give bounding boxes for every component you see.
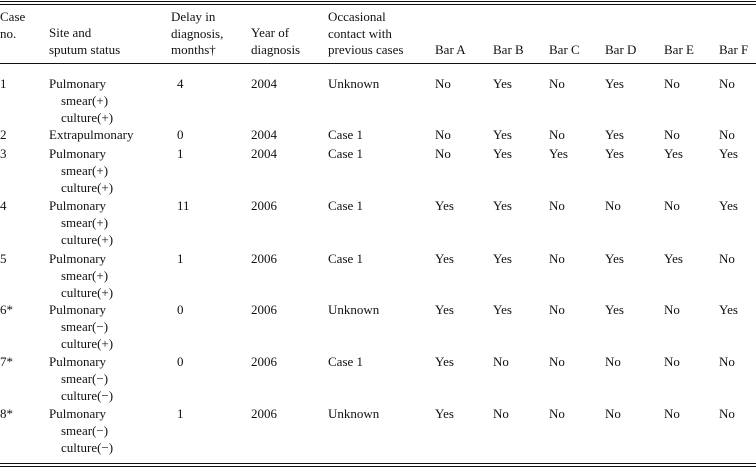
case-no: 7* — [0, 354, 13, 369]
bottom-rule-inner — [0, 466, 756, 467]
bar-d-value: No — [605, 354, 621, 369]
header-case: Case no. — [0, 9, 26, 41]
bar-d-value: Yes — [605, 146, 624, 161]
header-bar-d: Bar D — [605, 42, 637, 57]
bar-e-value: No — [664, 302, 680, 317]
contact: Case 1 — [328, 127, 364, 142]
delay-months: 1 — [177, 406, 184, 421]
site-status: Pulmonary smear(−) culture(−) — [49, 354, 114, 403]
bar-e-value: No — [664, 354, 680, 369]
bar-a-value: No — [435, 146, 451, 161]
header-bar-c: Bar C — [549, 42, 580, 57]
site-status: Pulmonary smear(−) culture(−) — [49, 406, 114, 455]
bar-a-value: No — [435, 127, 451, 142]
bar-c-value: No — [549, 76, 565, 91]
bar-c-value: No — [549, 198, 565, 213]
bar-f-value: Yes — [719, 198, 738, 213]
bar-e-value: No — [664, 127, 680, 142]
case-no: 8* — [0, 406, 13, 421]
delay-months: 0 — [177, 302, 184, 317]
bar-c-value: No — [549, 406, 565, 421]
bar-e-value: No — [664, 76, 680, 91]
bar-d-value: Yes — [605, 302, 624, 317]
case-no: 1 — [0, 76, 7, 91]
bar-f-value: No — [719, 406, 735, 421]
site-status: Pulmonary smear(+) culture(+) — [49, 146, 114, 195]
bar-a-value: Yes — [435, 302, 454, 317]
bar-f-value: No — [719, 251, 735, 266]
contact: Unknown — [328, 302, 380, 317]
case-no: 4 — [0, 198, 7, 213]
delay-months: 0 — [177, 127, 184, 142]
bar-b-value: Yes — [493, 302, 512, 317]
header-bar-a: Bar A — [435, 42, 466, 57]
contact: Unknown — [328, 76, 380, 91]
bar-a-value: No — [435, 76, 451, 91]
contact: Case 1 — [328, 146, 364, 161]
top-rule — [0, 1, 756, 2]
bar-c-value: No — [549, 251, 565, 266]
year: 2004 — [251, 146, 277, 161]
bar-c-value: No — [549, 302, 565, 317]
bar-d-value: Yes — [605, 127, 624, 142]
case-no: 6* — [0, 302, 13, 317]
delay-months: 0 — [177, 354, 184, 369]
delay-months: 1 — [177, 251, 184, 266]
year: 2006 — [251, 251, 277, 266]
bar-f-value: Yes — [719, 146, 738, 161]
bar-c-value: Yes — [549, 146, 568, 161]
bar-d-value: No — [605, 406, 621, 421]
year: 2006 — [251, 198, 277, 213]
year: 2006 — [251, 354, 277, 369]
site-status: Pulmonary smear(+) culture(+) — [49, 251, 114, 300]
bar-f-value: No — [719, 76, 735, 91]
bar-b-value: Yes — [493, 76, 512, 91]
bar-e-value: No — [664, 406, 680, 421]
header-bar-b: Bar B — [493, 42, 524, 57]
year: 2006 — [251, 406, 277, 421]
contact: Unknown — [328, 406, 380, 421]
bar-b-value: Yes — [493, 198, 512, 213]
bar-b-value: Yes — [493, 127, 512, 142]
delay-months: 1 — [177, 146, 184, 161]
bar-a-value: Yes — [435, 354, 454, 369]
header-contact: Occasional contact with previous cases — [328, 9, 404, 57]
header-delay: Delay in diagnosis, months† — [171, 9, 224, 57]
site-status: Extrapulmonary — [49, 127, 134, 142]
year: 2006 — [251, 302, 277, 317]
header-rule — [0, 63, 756, 64]
bar-e-value: No — [664, 198, 680, 213]
header-bar-f: Bar F — [719, 42, 749, 57]
year: 2004 — [251, 127, 277, 142]
bar-b-value: Yes — [493, 146, 512, 161]
header-year: Year of diagnosis — [251, 25, 301, 57]
bar-a-value: Yes — [435, 198, 454, 213]
bar-b-value: No — [493, 354, 509, 369]
top-rule-inner — [0, 4, 756, 5]
site-status: Pulmonary smear(−) culture(+) — [49, 302, 114, 351]
bar-b-value: Yes — [493, 251, 512, 266]
header-site: Site and sputum status — [49, 25, 121, 57]
delay-months: 11 — [177, 198, 190, 213]
contact: Case 1 — [328, 251, 364, 266]
contact: Case 1 — [328, 198, 364, 213]
bar-a-value: Yes — [435, 406, 454, 421]
delay-months: 4 — [177, 76, 184, 91]
site-status: Pulmonary smear(+) culture(+) — [49, 76, 114, 125]
year: 2004 — [251, 76, 277, 91]
bar-c-value: No — [549, 354, 565, 369]
bar-f-value: No — [719, 127, 735, 142]
bar-e-value: Yes — [664, 146, 683, 161]
bottom-rule — [0, 463, 756, 464]
case-no: 3 — [0, 146, 7, 161]
contact: Case 1 — [328, 354, 364, 369]
bar-a-value: Yes — [435, 251, 454, 266]
site-status: Pulmonary smear(+) culture(+) — [49, 198, 114, 247]
case-no: 5 — [0, 251, 7, 266]
header-bar-e: Bar E — [664, 42, 694, 57]
bar-f-value: No — [719, 354, 735, 369]
bar-d-value: Yes — [605, 251, 624, 266]
bar-e-value: Yes — [664, 251, 683, 266]
bar-c-value: No — [549, 127, 565, 142]
bar-d-value: No — [605, 198, 621, 213]
case-no: 2 — [0, 127, 7, 142]
bar-d-value: Yes — [605, 76, 624, 91]
bar-f-value: Yes — [719, 302, 738, 317]
bar-b-value: No — [493, 406, 509, 421]
